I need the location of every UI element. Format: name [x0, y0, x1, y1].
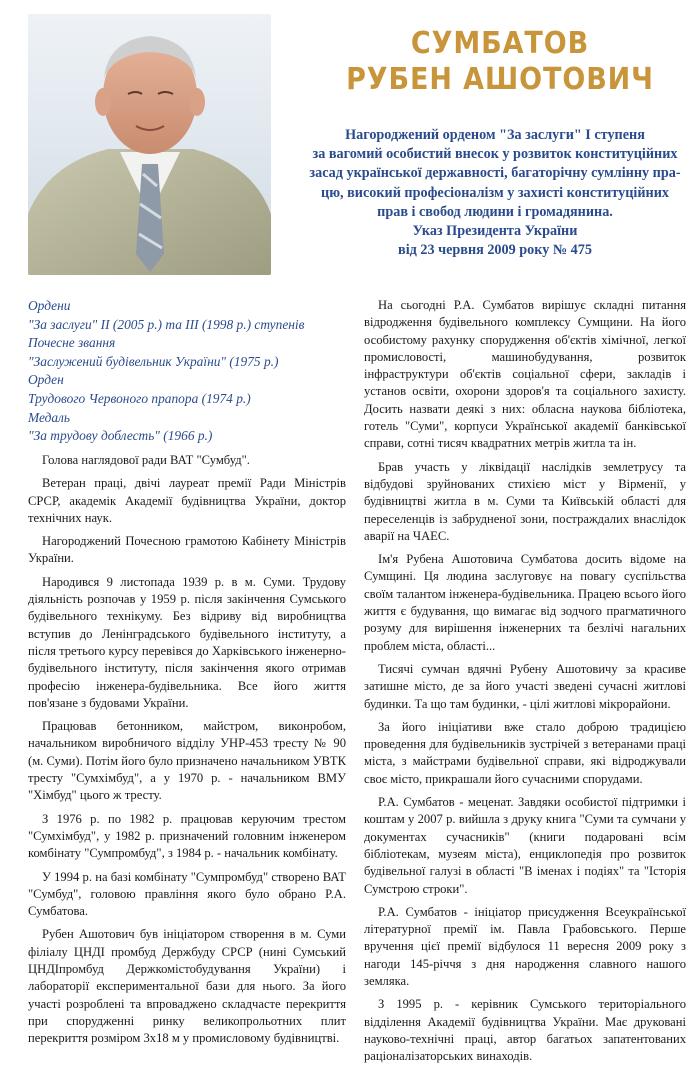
paragraph: Р.А. Сумбатов - ініціатор присудження Всеукраїнської літературної премії ім. Павла Грабовського. Перше вручення цієї премії відбулося 11 вересня 2009 року з нагоди 145-річчя з дня народження славного нашого земляка.	[364, 904, 686, 988]
paragraph: Тисячі сумчан вдячні Рубену Ашотовичу за красиве затишне місто, де за його участі зведені сучасні житлові будинки. Та що там будинки, - цілі житлові мікрорайони.	[364, 661, 686, 711]
portrait-photo-icon	[28, 14, 271, 275]
awards-list-item: "За трудову доблесть" (1966 р.)	[28, 428, 213, 444]
award-line: Указ Президента України	[412, 223, 578, 240]
award-line: прав і свобод людини і громадянина.	[377, 203, 613, 220]
paragraph: Працював бетонником, майстром, виконробом, начальником виробничого відділу УНР-453 тресту № 90 (м. Суми). Потім його було призначено начальником УВТК тресту "Сумхімбуд", а у 1970 р. - начальником ВМУ "Хімбуд" цього ж тресту.	[28, 719, 346, 803]
paragraph: На сьогодні Р.А. Сумбатов вирішує складні питання відродження будівельного комплексу Сумщини. На його особистому рахунку спорудження об'єктів хімічної, легкої промисловості, машинобудування, розвиток інфраструктури об'єктів соціальної сфери, закладів і установ освіти, охорони здоров'я та соціального захисту. Досить назвати деякі з них: обласна наукова бібліотека, готель "Суми", корпуси Української академії банківської справи, сотні тисяч квадратних метрів житла та ін.	[364, 298, 686, 451]
award-line: Нагороджений орденом "За заслуги" I ступеня	[345, 127, 645, 143]
paragraph: З 1976 р. по 1982 р. працював керуючим трестом "Сумхімбуд", у 1982 р. призначений головним інженером комбінату "Сумпромбуд", з 1984 р. - начальник комбінату.	[28, 811, 346, 861]
paragraph: Нагороджений Почесною грамотою Кабінету Міністрів України.	[28, 534, 346, 566]
awards-list-item: Орден	[28, 372, 64, 388]
award-statement	[290, 126, 700, 260]
given-name: РУБЕН АШОТОВИЧ	[346, 62, 654, 97]
award-line: цю, високий професіоналізм у захисті конституційних	[321, 184, 669, 201]
paragraph: З 1995 р. - керівник Сумського територіального відділення Академії будівництва України. Має друковані науково-технічні праці, автор багатьох запатентованих раціоналізаторських винаходів.	[364, 997, 686, 1064]
paragraph: За його ініціативи вже стало доброю традицією проведення для будівельників зустрічей з ветеранами праці міста, з майстрами будівельної справи, які відроджували своє місто, прикрашали його сучасними спорудами.	[364, 719, 686, 786]
paragraph: Голова наглядової ради ВАТ "Сумбуд".	[42, 453, 250, 467]
paragraph: Ветеран праці, двічі лауреат премії Ради Міністрів СРСР, академік Академії будівництва України, доктор технічних наук.	[28, 476, 346, 525]
awards-list-item: Ордени	[28, 298, 71, 313]
person-name	[320, 26, 680, 98]
paragraph: Ім'я Рубена Ашотовича Сумбатова досить відоме на Сумщині. Ця людина заслуговує на повагу суспільства своїм талантом інженера-будівельника. Працею всього його життя є будування, що вимагає від зодчого прагматичного розуму для вирішення інженерних та безлічі нагальних проблем міста, області...	[364, 552, 686, 653]
award-line: засад української державності, багаторічну сумлінну пра-	[309, 165, 681, 182]
paragraph: Брав участь у ліквідації наслідків землетрусу та відбудові зруйнованих стихією міст у Вірменії, у будівництві житла в м. Суми та Київській області для переселенців із забрудненої зони, постраждалих внаслідок аварії на ЧАЕС.	[364, 459, 686, 543]
awards-list-item: Почесне звання	[28, 335, 116, 351]
biography-left-column	[28, 452, 346, 1054]
awards-list	[28, 297, 358, 446]
awards-list-item: Медаль	[28, 409, 70, 425]
biography-right-column	[364, 297, 686, 1071]
paragraph: Народився 9 листопада 1939 р. в м. Суми. Трудову діяльність розпочав у 1959 р. після закінчення Сумського будівельного технікуму. Без відриву від виробництва вступив до Ленінградського будівельного інституту, а після третього курсу перевівся до Харківського інженерно-будівельного інституту, після закінчення якого отримав професію інженера-будівельника. Все його життя пов'язане з будовами України.	[28, 574, 346, 710]
award-line: за вагомий особистий внесок у розвиток конституційних	[312, 146, 678, 163]
paragraph: Рубен Ашотович був ініціатором створення в м. Суми філіалу ЦНДІ промбуд Держбуду СРСР (нині Сумський ЦНДІпромбуд Держкомістобудування України) і лабораторії експериментальної бази для нього. За його участі розроблені та впроваджено складчасте перекриття при спорудженні ринку великопрольотних плит перекриття розміром 3х18 м у промисловому будівництві.	[28, 927, 346, 1046]
paragraph: Р.А. Сумбатов - меценат. Завдяки особистої підтримки і коштам у 2007 р. вийшла з друку книга "Суми та сумчани у документах сучасників" (книги подаровані всім бібліотекам, музеям міста), енциклопедія про розвиток будівельної галузі в області "В іменах і подіях" та "Історія Сумстрою строки".	[364, 795, 686, 896]
awards-list-item: Трудового Червоного прапора (1974 р.)	[28, 390, 251, 406]
paragraph: У 1994 р. на базі комбінату "Сумпромбуд" створено ВАТ "Сумбуд", головою правління якого було обрано Р.А. Сумбатова.	[28, 869, 346, 919]
awards-list-item: "За заслуги" II (2005 р.) та III (1998 р.) ступенів	[28, 316, 305, 332]
surname: СУМБАТОВ	[410, 26, 590, 61]
award-line: від 23 червня 2009 року № 475	[398, 242, 592, 259]
awards-list-item: "Заслужений будівельник України" (1975 р.)	[28, 353, 279, 369]
portrait-photo	[28, 14, 271, 275]
